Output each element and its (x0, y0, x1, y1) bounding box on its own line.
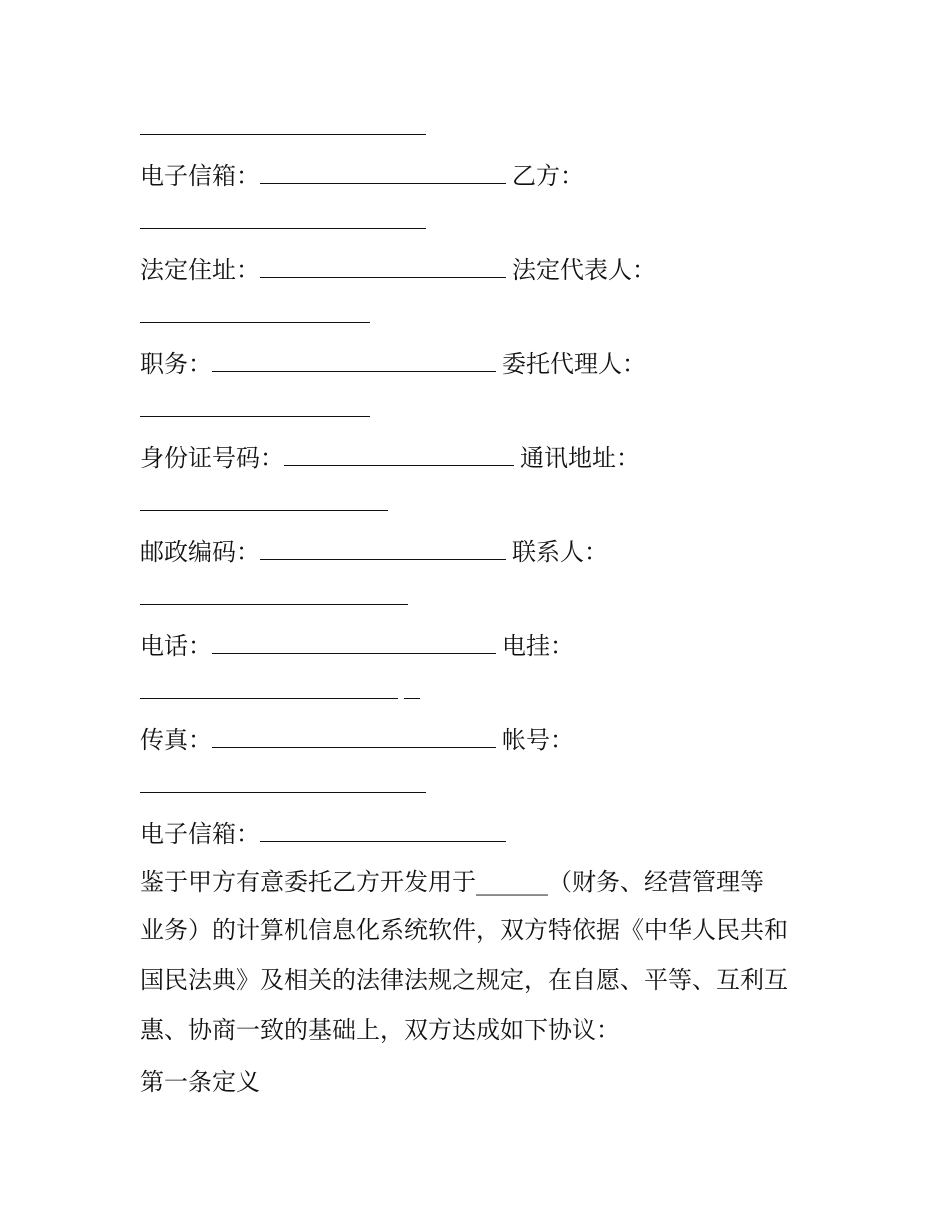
form-row-address-rep (140, 254, 656, 286)
position-blank[interactable] (212, 349, 496, 372)
party-b-label: 乙方： (512, 162, 584, 190)
para-blank: ______ (476, 868, 548, 896)
article-title: 第一条定义 (140, 1068, 260, 1096)
para-text: 业务）的计算机信息化系统软件，双方特依据《中华人民共和 (140, 916, 788, 944)
email-b-label: 电子信箱： (140, 820, 260, 848)
email-blank[interactable] (260, 161, 506, 184)
blank-line (140, 416, 370, 417)
paragraph-line (140, 964, 788, 996)
para-text: 国民法典》及相关的法律法规之规定，在自愿、平等、互利互 (140, 966, 788, 994)
legal-rep-label: 法定代表人： (512, 256, 656, 284)
blank-line (140, 322, 370, 323)
para-text: （财务、经营管理等 (548, 868, 764, 896)
telegram-label: 电挂： (502, 632, 574, 660)
email-label: 电子信箱： (140, 162, 260, 190)
article-heading (140, 1066, 260, 1098)
form-row-fax-account (140, 724, 574, 756)
form-row-email-partyb (140, 160, 584, 192)
paragraph-line (140, 866, 764, 898)
paragraph-line (140, 914, 788, 946)
mail-address-label: 通讯地址： (520, 444, 640, 472)
para-text: 鉴于甲方有意委托乙方开发用于 (140, 868, 476, 896)
agent-label: 委托代理人： (502, 350, 646, 378)
fax-blank[interactable] (212, 725, 496, 748)
id-number-blank[interactable] (284, 443, 514, 466)
form-row-postcode-contact (140, 536, 608, 568)
blank-line (140, 510, 388, 511)
contact-label: 联系人： (512, 538, 608, 566)
form-row-id-mail (140, 442, 640, 474)
paragraph-line (140, 1014, 620, 1046)
blank-line (140, 228, 426, 229)
postcode-blank[interactable] (260, 537, 506, 560)
blank-line-short (404, 698, 420, 699)
phone-blank[interactable] (212, 631, 496, 654)
account-label: 帐号： (502, 726, 574, 754)
legal-address-label: 法定住址： (140, 256, 260, 284)
id-number-label: 身份证号码： (140, 444, 284, 472)
postcode-label: 邮政编码： (140, 538, 260, 566)
fax-label: 传真： (140, 726, 212, 754)
blank-line (140, 698, 398, 699)
form-row-phone-telegram (140, 630, 574, 662)
blank-line (140, 134, 426, 135)
legal-address-blank[interactable] (260, 255, 506, 278)
position-label: 职务： (140, 350, 212, 378)
blank-line (140, 604, 408, 605)
phone-label: 电话： (140, 632, 212, 660)
para-text: 惠、协商一致的基础上，双方达成如下协议： (140, 1016, 620, 1044)
form-row-email-b (140, 818, 506, 850)
form-row-position-agent (140, 348, 646, 380)
email-b-blank[interactable] (260, 819, 506, 842)
blank-line (140, 792, 426, 793)
